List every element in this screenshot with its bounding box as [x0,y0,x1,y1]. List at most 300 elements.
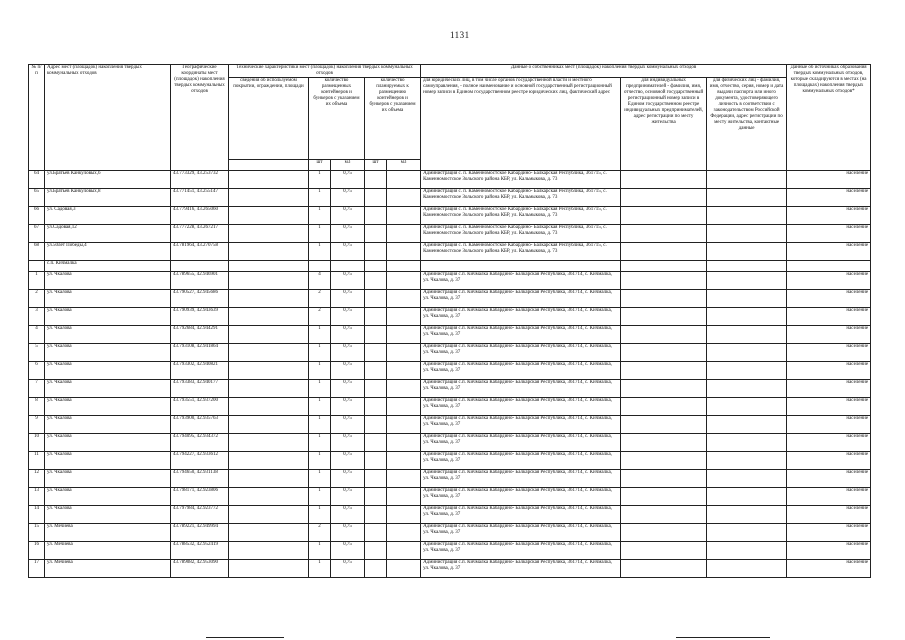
row-waste-source: население [787,207,871,225]
table-row [29,488,871,506]
header-coords: Географические координаты мест (площадок) накопления твердых коммунальных отходов [171,65,229,171]
row-coverage [229,398,309,416]
row-number: 68 [29,243,45,261]
row-container-count: 1 [309,470,331,488]
row-container-volume: 0,75 [331,171,365,189]
row-container-volume: 0,75 [331,506,365,524]
row-planned-volume [387,398,421,416]
row-coverage [229,506,309,524]
row-coverage [229,171,309,189]
header-unit-m3: м3 [331,160,365,171]
row-owner-phys [707,416,787,434]
row-coverage [229,207,309,225]
row-address: ул. Чкалова [45,272,171,290]
row-address: ул. Чкалова [45,398,171,416]
row-address: ул. Чкалова [45,362,171,380]
row-owner-phys [707,225,787,243]
row-coordinates: 43.794095, 42.934372 [171,434,229,452]
row-planned-count [365,290,387,308]
row-planned-volume [387,344,421,362]
row-planned-volume [387,171,421,189]
row-number: 67 [29,225,45,243]
row-container-count: 1 [309,560,331,578]
row-planned-count [365,542,387,560]
row-address: ул. Мечиева [45,560,171,578]
row-owner-phys [707,488,787,506]
row-container-count: 1 [309,506,331,524]
row-number: 65 [29,189,45,207]
row-number: 2 [29,290,45,308]
row-owner-ip [621,470,707,488]
row-address: ул. Чкалова [45,470,171,488]
table-row [29,506,871,524]
row-coverage [229,225,309,243]
row-planned-volume [387,434,421,452]
row-address: ул. Чкалова [45,434,171,452]
row-address: ул. Чкалова [45,416,171,434]
row-container-volume: 0,75 [331,470,365,488]
row-planned-volume [387,308,421,326]
row-coverage [229,434,309,452]
row-owner-ip [621,171,707,189]
row-address: ул. Мечиева [45,542,171,560]
header-num: № п/п [29,65,45,171]
row-owner-ip [621,225,707,243]
row-waste-source: население [787,290,871,308]
header-sources: Данные об источниках образования твердых коммунальных отходов, которые складируются в местах (на площадках) накопления твердых коммунальных отходов* [787,65,871,171]
header-coverage: сведения об используемом покрытии, ограждении, площади [229,78,309,160]
table-row [29,434,871,452]
row-owner-phys [707,560,787,578]
row-number: 16 [29,542,45,560]
row-address: ул. Чкалова [45,488,171,506]
row-planned-volume [387,362,421,380]
row-owner-ip [621,488,707,506]
row-owner-phys [707,189,787,207]
row-coordinates: 43.798171, 42.923806 [171,488,229,506]
row-address: ул. Мечиева [45,524,171,542]
row-owner-legal: Администрация с.п. Кичмалка Кабардино- Балкарская Республика, 361714, с. Кичмалка, ул. Чкалова, д. 37 [421,470,621,488]
row-coordinates: 43.793302, 42.940821 [171,362,229,380]
row-planned-volume [387,488,421,506]
row-container-count: 1 [309,452,331,470]
row-address: ул.Садовая,12 [45,225,171,243]
row-coordinates: 43.793551, 42.937200 [171,398,229,416]
row-owner-phys [707,380,787,398]
row-coordinates: 43.789655, 42.946901 [171,272,229,290]
row-owner-legal: Администрация с.п. Кичмалка Кабардино- Балкарская Республика, 361714, с. Кичмалка, ул. Чкалова, д. 37 [421,416,621,434]
row-owner-ip [621,380,707,398]
row-owner-ip [621,207,707,225]
row-planned-volume [387,243,421,261]
row-number: 6 [29,362,45,380]
row-waste-source: население [787,470,871,488]
row-number: 8 [29,398,45,416]
row-address: ул. Чкалова [45,308,171,326]
row-coverage [229,326,309,344]
table-row [29,326,871,344]
row-address: ул. Садовая,3 [45,207,171,225]
table-row [29,189,871,207]
row-container-volume: 0,75 [331,225,365,243]
row-waste-source: население [787,452,871,470]
row-planned-count [365,344,387,362]
row-waste-source: население [787,225,871,243]
row-coverage [229,524,309,542]
row-waste-source: население [787,416,871,434]
table-row [29,171,871,189]
row-container-count: 1 [309,380,331,398]
row-planned-volume [387,560,421,578]
row-planned-count [365,452,387,470]
table-row [29,362,871,380]
row-owner-phys [707,207,787,225]
row-owner-phys [707,398,787,416]
table-row [29,470,871,488]
row-planned-volume [387,272,421,290]
table-row [29,524,871,542]
row-number: 5 [29,344,45,362]
row-container-count: 1 [309,326,331,344]
row-owner-legal: Администрация с.п. Кичмалка Кабардино- Балкарская Республика, 361714, с. Кичмалка, ул. Чкалова, д. 37 [421,542,621,560]
row-owner-ip [621,506,707,524]
row-waste-source: население [787,380,871,398]
row-planned-count [365,189,387,207]
section-label: с.п. Кичмалка [45,261,171,272]
row-waste-source: население [787,308,871,326]
row-container-volume: 0,75 [331,362,365,380]
row-owner-phys [707,524,787,542]
row-container-volume: 0,75 [331,344,365,362]
row-coverage [229,189,309,207]
row-owner-legal: Администрация с.п. Кичмалка Кабардино- Балкарская Республика, 361714, с. Кичмалка, ул. Чкалова, д. 37 [421,434,621,452]
row-container-count: 1 [309,243,331,261]
row-planned-count [365,560,387,578]
row-owner-ip [621,524,707,542]
row-number: 9 [29,416,45,434]
row-coverage [229,272,309,290]
rows-kichmalka [29,272,871,578]
header-coverage-blank [229,160,309,171]
row-number: 64 [29,171,45,189]
row-container-volume: 0,75 [331,380,365,398]
row-owner-phys [707,362,787,380]
header-unit-m3-planned: м3 [387,160,421,171]
row-owner-ip [621,308,707,326]
row-waste-source: население [787,171,871,189]
row-container-count: 1 [309,171,331,189]
table-row [29,290,871,308]
row-coordinates: 43.771451, 43.255147 [171,189,229,207]
row-coordinates: 43.792684, 42.944291 [171,326,229,344]
row-container-count: 1 [309,542,331,560]
row-coverage [229,362,309,380]
row-number: 7 [29,380,45,398]
row-planned-volume [387,225,421,243]
row-owner-legal: Администрация с. п. Каменномостское Кабардино- Балкарская Республика, 361715, с. Каменномостское Зольского района КБР, ул. Кальмыкова, д. 73 [421,243,621,261]
row-container-count: 1 [309,344,331,362]
scan-artifact-line [206,637,284,638]
row-waste-source: население [787,362,871,380]
row-owner-legal: Администрация с. п. Каменномостское Кабардино- Балкарская Республика, 361715, с. Каменномостское Зольского района КБР, ул. Кальмыкова, д. 73 [421,171,621,189]
row-owner-phys [707,272,787,290]
row-owner-legal: Администрация с.п. Кичмалка Кабардино- Балкарская Республика, 361714, с. Кичмалка, ул. Чкалова, д. 37 [421,308,621,326]
row-owner-legal: Администрация с.п. Кичмалка Кабардино- Балкарская Республика, 361714, с. Кичмалка, ул. Чкалова, д. 37 [421,488,621,506]
row-owner-phys [707,326,787,344]
row-waste-source: население [787,542,871,560]
row-owner-legal: Администрация с. п. Каменномостское Кабардино- Балкарская Республика, 361715, с. Каменномостское Зольского района КБР, ул. Кальмыкова, д. 73 [421,225,621,243]
row-container-volume: 0,75 [331,326,365,344]
row-owner-phys [707,506,787,524]
row-container-volume: 0,75 [331,189,365,207]
row-owner-phys [707,434,787,452]
row-owner-legal: Администрация с.п. Кичмалка Кабардино- Балкарская Республика, 361714, с. Кичмалка, ул. Чкалова, д. 37 [421,524,621,542]
row-container-count: 1 [309,488,331,506]
row-container-count: 1 [309,434,331,452]
table-row [29,225,871,243]
row-planned-volume [387,416,421,434]
table-row [29,243,871,261]
row-address: ул.Братьев Канкуловых,8 [45,189,171,207]
registry-table [28,64,871,578]
row-owner-legal: Администрация с.п. Кичмалка Кабардино- Балкарская Республика, 361714, с. Кичмалка, ул. Чкалова, д. 37 [421,362,621,380]
row-owner-phys [707,308,787,326]
row-container-volume: 0,75 [331,416,365,434]
row-planned-volume [387,452,421,470]
row-address: ул.50лет Победы,4 [45,243,171,261]
row-planned-volume [387,207,421,225]
row-number: 15 [29,524,45,542]
row-coordinates: 43.797984, 42.923772 [171,506,229,524]
row-address: ул. Чкалова [45,290,171,308]
row-container-count: 2 [309,308,331,326]
header-tech: Технические характеристики мест (площадок) накопления твердых коммунальных отходов [229,65,421,78]
row-container-volume: 0,75 [331,434,365,452]
row-planned-volume [387,326,421,344]
row-owner-legal: Администрация с.п. Кичмалка Кабардино- Балкарская Республика, 361714, с. Кичмалка, ул. Чкалова, д. 37 [421,380,621,398]
row-planned-volume [387,506,421,524]
row-owner-phys [707,171,787,189]
row-owner-legal: Администрация с.п. Кичмалка Кабардино- Балкарская Республика, 361714, с. Кичмалка, ул. Чкалова, д. 37 [421,272,621,290]
table-header [29,65,871,171]
row-number: 10 [29,434,45,452]
row-coordinates: 43.790939, 42.943639 [171,308,229,326]
table-row [29,344,871,362]
row-coverage [229,344,309,362]
row-container-volume: 0,75 [331,542,365,560]
row-owner-ip [621,362,707,380]
row-container-count: 1 [309,225,331,243]
row-planned-count [365,225,387,243]
row-address: ул. Чкалова [45,380,171,398]
header-phys: для физических лиц - фамилия, имя, отчество, серия, номер и дата выдачи паспорта или иного документа, удостоверяющего личность в соответствии с законодательством Российской Федерации, адрес регистрации по месту жительства, контактные данные [707,78,787,171]
row-coverage [229,470,309,488]
row-planned-count [365,243,387,261]
row-planned-count [365,207,387,225]
row-owner-ip [621,542,707,560]
row-coordinates: 43.793108, 42.941864 [171,344,229,362]
table-row [29,308,871,326]
row-coordinates: 43.789221, 42.949994 [171,524,229,542]
row-waste-source: население [787,398,871,416]
row-coverage [229,380,309,398]
row-container-count: 2 [309,524,331,542]
row-coordinates: 43.781964, 43.270758 [171,243,229,261]
row-coverage [229,243,309,261]
row-number: 11 [29,452,45,470]
row-owner-legal: Администрация с. п. Каменномостское Кабардино- Балкарская Республика, 361715, с. Каменномостское Зольского района КБР, ул. Кальмыкова, д. 73 [421,189,621,207]
row-planned-count [365,434,387,452]
row-planned-count [365,326,387,344]
row-owner-ip [621,434,707,452]
row-coverage [229,416,309,434]
row-planned-count [365,398,387,416]
table-row [29,207,871,225]
row-planned-count [365,488,387,506]
row-number: 1 [29,272,45,290]
row-waste-source: население [787,272,871,290]
row-address: ул. Чкалова [45,326,171,344]
row-waste-source: население [787,524,871,542]
header-unit-sht: шт [309,160,331,171]
row-planned-count [365,171,387,189]
row-container-volume: 0,75 [331,308,365,326]
row-coordinates: 43.794227, 42.933612 [171,452,229,470]
row-container-count: 4 [309,272,331,290]
row-planned-volume [387,380,421,398]
row-waste-source: население [787,506,871,524]
row-number: 17 [29,560,45,578]
header-ip: для индивидуальных предпринимателей - фамилия, имя, отчество, основной государственный регистрационный номер записи в Едином государственном реестре индивидуальных предпринимателей, адрес регистрации по месту жительства [621,78,707,171]
row-number: 3 [29,308,45,326]
row-coverage [229,308,309,326]
header-unit-sht-planned: шт [365,160,387,171]
row-coordinates: 43.793900, 42.935763 [171,416,229,434]
row-container-count: 2 [309,290,331,308]
row-owner-ip [621,416,707,434]
row-owner-phys [707,243,787,261]
row-owner-legal: Администрация с.п. Кичмалка Кабардино- Балкарская Республика, 361714, с. Кичмалка, ул. Чкалова, д. 37 [421,344,621,362]
row-planned-count [365,362,387,380]
row-coordinates: 43.788532, 42.952419 [171,542,229,560]
table-row [29,560,871,578]
row-owner-legal: Администрация с.п. Кичмалка Кабардино- Балкарская Республика, 361714, с. Кичмалка, ул. Чкалова, д. 37 [421,452,621,470]
row-container-volume: 0,75 [331,398,365,416]
row-owner-ip [621,398,707,416]
row-coordinates: 43.773329, 43.253732 [171,171,229,189]
row-coordinates: 43.779416, 43.265060 [171,207,229,225]
row-waste-source: население [787,488,871,506]
row-number: 13 [29,488,45,506]
row-container-volume: 0,75 [331,272,365,290]
row-owner-legal: Администрация с.п. Кичмалка Кабардино- Балкарская Республика, 361714, с. Кичмалка, ул. Чкалова, д. 37 [421,290,621,308]
row-coverage [229,542,309,560]
row-coverage [229,452,309,470]
row-waste-source: население [787,560,871,578]
row-waste-source: население [787,243,871,261]
row-container-count: 1 [309,189,331,207]
row-planned-volume [387,524,421,542]
row-owner-phys [707,290,787,308]
row-number: 66 [29,207,45,225]
row-container-count: 1 [309,207,331,225]
row-owner-ip [621,243,707,261]
row-address: ул. Чкалова [45,344,171,362]
row-container-volume: 0,75 [331,452,365,470]
table-row [29,416,871,434]
header-address: Адрес мест (площадок) накопления твердых коммунальных отходов [45,65,171,171]
row-planned-volume [387,290,421,308]
section-header [29,261,871,272]
table-row [29,452,871,470]
row-owner-legal: Администрация с.п. Кичмалка Кабардино- Балкарская Республика, 361714, с. Кичмалка, ул. Чкалова, д. 37 [421,560,621,578]
row-planned-count [365,524,387,542]
header-containers-placed: количество размещенных контейнеров и бункеров с указанием их объема [309,78,365,160]
row-container-volume: 0,75 [331,243,365,261]
row-coordinates: 43.793383, 42.940177 [171,380,229,398]
row-container-count: 1 [309,362,331,380]
row-container-volume: 0,75 [331,290,365,308]
row-owner-ip [621,272,707,290]
row-owner-ip [621,344,707,362]
header-containers-planned: количество планируемых к размещению контейнеров и бункеров с указанием их объема [365,78,421,160]
row-waste-source: население [787,344,871,362]
row-container-volume: 0,75 [331,207,365,225]
row-container-count: 1 [309,416,331,434]
row-owner-legal: Администрация с. п. Каменномостское Кабардино- Балкарская Республика, 361715, с. Каменномостское Зольского района КБР, ул. Кальмыкова, д. 73 [421,207,621,225]
page-number: 1131 [450,30,470,40]
row-planned-count [365,470,387,488]
rows-kamennomostskoe [29,171,871,261]
row-container-volume: 0,75 [331,488,365,506]
header-owners: Данные о собственниках мест (площадок) накопления твердых коммунальных отходов [421,65,787,78]
row-planned-count [365,272,387,290]
row-planned-volume [387,470,421,488]
row-owner-legal: Администрация с.п. Кичмалка Кабардино- Балкарская Республика, 361714, с. Кичмалка, ул. Чкалова, д. 37 [421,326,621,344]
row-coordinates: 43.789082, 42.953090 [171,560,229,578]
row-owner-phys [707,542,787,560]
row-address: ул. Чкалова [45,506,171,524]
row-owner-ip [621,560,707,578]
row-container-volume: 0,75 [331,560,365,578]
table-row [29,272,871,290]
table-row [29,542,871,560]
row-address: ул. Чкалова [45,452,171,470]
row-number: 14 [29,506,45,524]
row-owner-ip [621,189,707,207]
row-coordinates: 43.790527, 42.945686 [171,290,229,308]
row-owner-phys [707,452,787,470]
row-planned-count [365,416,387,434]
row-container-count: 1 [309,398,331,416]
row-owner-ip [621,452,707,470]
row-owner-ip [621,290,707,308]
header-legal: для юридических лиц, в том числе органов государственной власти и местного самоуправления, - полное наименование и основной государственный регистрационный номер записи в Едином государственном реестре юридических лиц, фактический адрес [421,78,621,171]
row-container-volume: 0,75 [331,524,365,542]
row-planned-count [365,308,387,326]
scan-artifact-line [676,637,770,638]
row-owner-legal: Администрация с.п. Кичмалка Кабардино- Балкарская Республика, 361714, с. Кичмалка, ул. Чкалова, д. 37 [421,398,621,416]
row-waste-source: население [787,326,871,344]
row-coverage [229,488,309,506]
row-owner-phys [707,344,787,362]
table-row [29,380,871,398]
row-coverage [229,290,309,308]
row-owner-ip [621,326,707,344]
row-owner-legal: Администрация с.п. Кичмалка Кабардино- Балкарская Республика, 361714, с. Кичмалка, ул. Чкалова, д. 37 [421,506,621,524]
row-coordinates: 43.794650, 42.931138 [171,470,229,488]
row-address: ул.Братьев Канкуловых,6 [45,171,171,189]
